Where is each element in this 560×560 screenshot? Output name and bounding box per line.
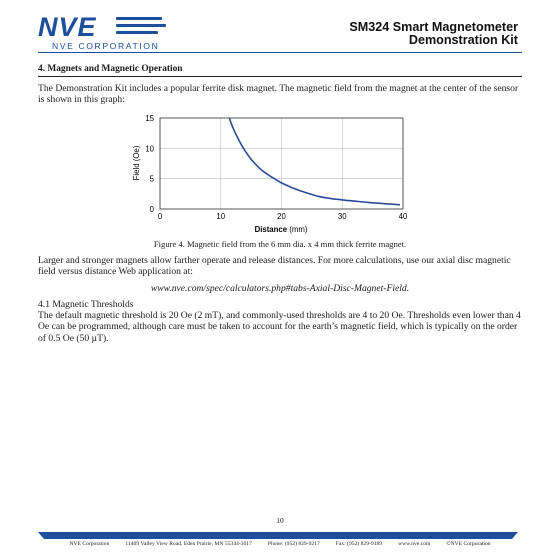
section-heading: 4. Magnets and Magnetic Operation — [38, 64, 522, 77]
subsection-heading: 4.1 Magnetic Thresholds — [38, 299, 134, 310]
x-tick-label: 30 — [337, 212, 347, 221]
calculation-paragraph: Larger and stronger magnets allow farther operate and release distances. For more calculations, use our axial disc magnetic field versus distance Web application at: — [38, 255, 511, 278]
document-title — [349, 21, 518, 47]
threshold-paragraph: The default magnetic threshold is 20 Oe (2 mT), and commonly-used thresholds are 4 to 20 Oe. Thresholds even lower than 4 Oe can be programmed, although care must be taken to account for the earth’s magnetic field, which is typically on the order of 0.5 Oe (50 µT). — [38, 310, 521, 344]
title-line-1: SM324 Smart Magnetometer — [349, 20, 518, 34]
figure-caption: Figure 4. Magnetic field from the 6 mm dia. x 4 mm thick ferrite magnet. — [153, 239, 407, 249]
x-tick-label: 10 — [216, 212, 226, 221]
header-rule — [38, 52, 522, 53]
footer-company: NVE Corporation — [69, 541, 110, 547]
logo-text: NVE — [38, 12, 97, 42]
logo-subtitle: NVE CORPORATION — [52, 41, 160, 51]
x-axis-label-unit: (mm) — [289, 225, 308, 234]
footer-address: 11409 Valley View Road, Eden Prairie, MN 55344-3617 — [125, 541, 252, 547]
footer-phone: Phone: (952) 829-9217 — [267, 541, 320, 547]
page-number: 10 — [276, 516, 284, 525]
logo-lines-icon — [116, 17, 166, 38]
footer-band-svg — [38, 532, 518, 539]
title-line-2: Demonstration Kit — [408, 33, 518, 47]
tick-labels — [145, 114, 408, 221]
footer-fax: Fax: (952) 829-9189 — [335, 541, 383, 547]
chart-svg — [125, 112, 415, 238]
calculator-link[interactable]: www.nve.com/spec/calculators.php#tabs-Axial-Disc-Magnet-Field. — [150, 283, 410, 294]
nve-logo — [38, 14, 188, 50]
footer-copyright: ©NVE Corporation — [446, 541, 491, 547]
x-axis-label — [255, 225, 308, 234]
x-tick-label: 0 — [157, 212, 163, 221]
footer-band — [38, 526, 518, 533]
intro-paragraph: The Demonstration Kit includes a popular ferrite disk magnet. The magnetic field from the magnet at the center of the sensor is shown in this graph: — [38, 83, 519, 106]
series-line — [229, 118, 400, 205]
y-tick-label: 5 — [149, 174, 154, 184]
footer-web[interactable]: www.nve.com — [398, 541, 431, 547]
grid — [160, 118, 403, 209]
x-axis-label-main: Distance — [254, 225, 288, 234]
y-axis-label: Field (Oe) — [132, 145, 141, 181]
field-vs-distance-chart — [125, 112, 415, 238]
x-tick-label: 20 — [277, 212, 286, 221]
y-tick-label: 15 — [145, 114, 154, 123]
y-tick-label: 0 — [149, 205, 154, 214]
footer-info — [0, 541, 560, 547]
footer-band-shape — [38, 532, 518, 539]
x-tick-label: 40 — [398, 212, 408, 221]
y-tick-label: 10 — [145, 144, 154, 154]
